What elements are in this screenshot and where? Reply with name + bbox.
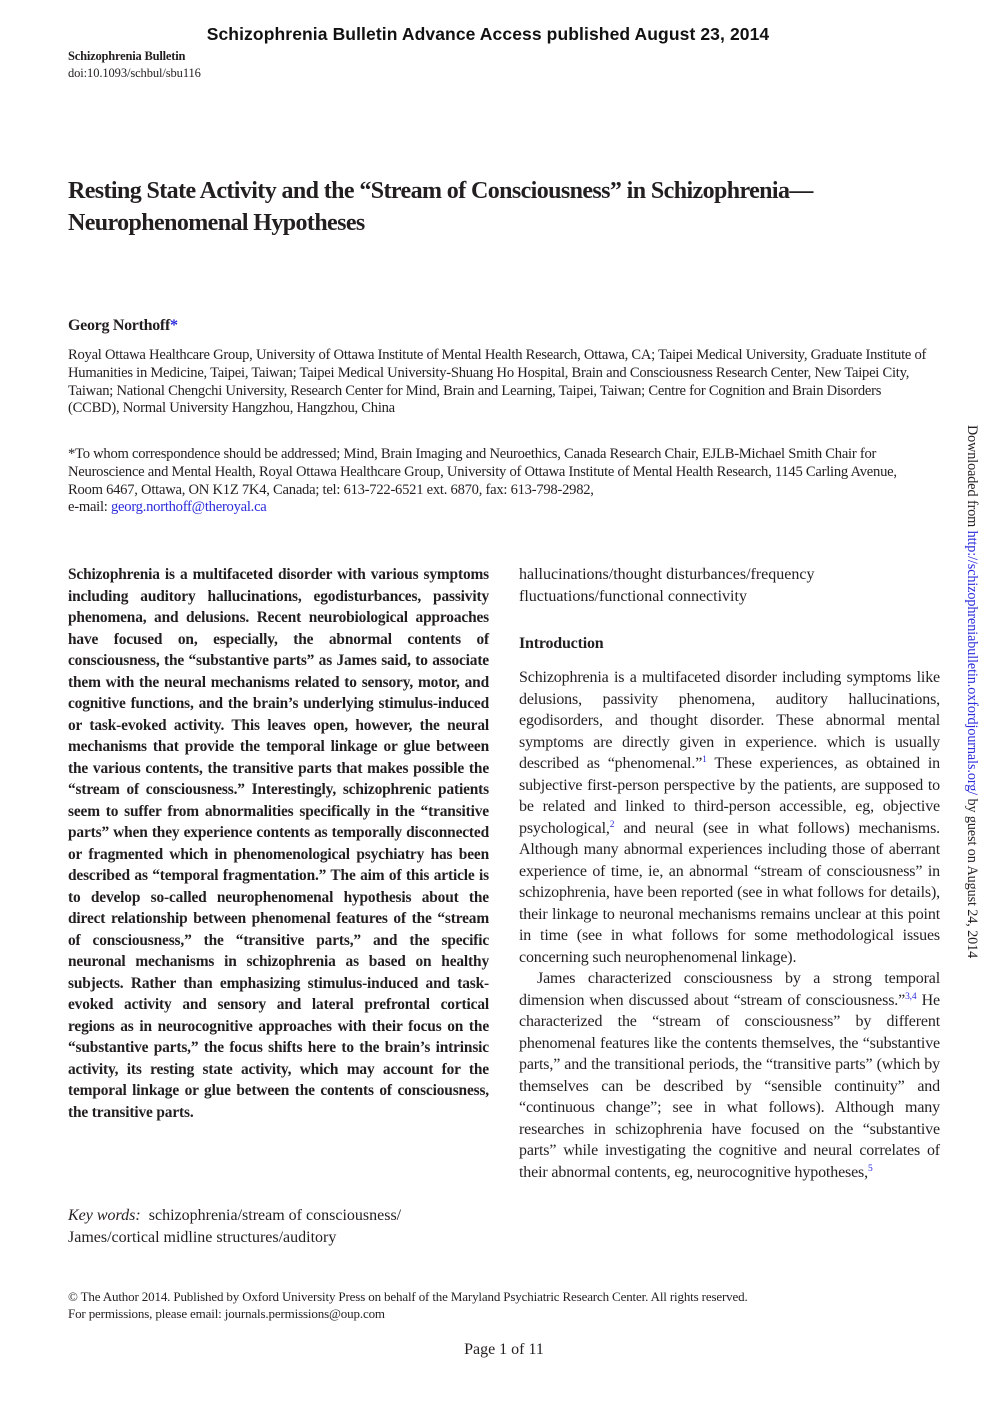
correspondence-text: *To whom correspondence should be addressed; Mind, Brain Imaging and Neuroethics, Canada Research Chair, EJLB-Michael Smith Chair for Neuroscience and Mental Health, Royal Ottawa Healthcare Group, University of Ottawa Institute of Mental Health Research, 1145 Carling Avenue, Room 6467, Ottawa, ON K1Z 7K4, Canada; tel: 613-722-6521 ext. 6870, fax: 613-798-2982, (68, 446, 897, 498)
reference-link[interactable]: 3,4 (905, 991, 917, 1002)
reference-link[interactable]: 5 (868, 1163, 873, 1174)
section-heading-introduction: Introduction (519, 635, 604, 652)
abstract: Schizophrenia is a multifaceted disorder with various symptoms including auditory hallucinations, egodisturbances, passivity phenomena, and delusions. Recent neurobiological approaches have focused on, especially, the abnormal contents of consciousness, the “substantive parts” as James said, to associate them with the neural mechanisms related to sensory, motor, and cognitive functions, and the brain’s underlying stimulus-induced or task-evoked activity. This leaves open, however, the neural mechanisms that provide the temporal linkage or glue between the various contents, the transitive parts that makes possible the “stream of consciousness.” Interestingly, schizophrenic patients seem to suffer from abnormalities specifically in the “transitive parts” when they experience contents as temporally disconnected or fragmented which in phenomenological psychiatry has been described as “temporal fragmentation.” The aim of this article is to develop so-called neurophenomenal hypothesis about the direct relationship between phenomenal features of the “stream of consciousness,” the “transitive parts,” and the specific neuronal mechanisms in schizophrenia as based on healthy subjects. Rather than emphasizing stimulus-induced and task-evoked activity and sensory and lateral prefrontal cortical regions as in neurocognitive approaches with their focus on the “substantive parts,” the focus shifts here to the brain’s intrinsic activity, its resting state activity, which may account for the temporal linkage or glue between the contents of consciousness, the transitive parts. (68, 566, 489, 1121)
affiliation: Royal Ottawa Healthcare Group, University of Ottawa Institute of Mental Health Research, Ottawa, CA; Taipei Medical University, Graduate Institute of Humanities in Medicine, Taipei, Taiwan; Taipei Medical University-Shuang Ho Hospital, Brain and Consciousness Research Center, New Taipei City, Taiwan; National Chengchi University, Research Center for Mind, Brain and Learning, Taipei, Taiwan; Centre for Cognition and Brain Disorders (CCBD), Normal University Hangzhou, Hangzhou, China (68, 347, 927, 417)
keywords (68, 1205, 489, 1248)
keywords-part1: schizophrenia/stream of consciousness/ James/cortical midline structures/auditory (68, 1207, 402, 1246)
correspondence-marker-link[interactable]: * (170, 317, 178, 334)
reference-link[interactable]: 1 (702, 755, 707, 765)
author (68, 317, 178, 335)
doi: doi:10.1093/schbul/sbu116 (68, 66, 201, 80)
keywords-label: Key words: (68, 1207, 141, 1224)
copyright-notice: © The Author 2014. Published by Oxford University Press on behalf of the Maryland Psychiatric Research Center. All rights reserved. For permissions, please email: journals.permissions@oup.com (68, 1289, 748, 1321)
correspondence (68, 446, 930, 517)
intro-paragraph-2: James characterized consciousness by a strong temporal dimension when discussed about “stream of consciousness.”$^{3,4}$ He characterized the “stream of consciousness” by different phenomenal features like the contents themselves, the “substantive parts,” and the transitional periods, the “transitive parts” (which by themselves can be described by “sensible continuity” and “continuous change”; see in what follows). Although many researches in schizophrenia have focused on the “substantive parts” while investigating the cognitive and neural correlates of their abnormal contents, eg, neurocognitive hypotheses,$^5$ (519, 970, 940, 1181)
download-watermark: Downloaded from http://schizophreniabulletin.oxfordjournals.org/ by guest on August 24, 2014 (964, 425, 980, 959)
journal-url-link[interactable]: http://schizophreniabulletin.oxfordjournals.org/ (964, 530, 980, 796)
keywords-continued: hallucinations/thought disturbances/frequency fluctuations/functional connectivity (519, 566, 815, 605)
reference-link[interactable]: 2 (609, 819, 615, 830)
introduction-body (519, 667, 940, 1183)
intro-paragraph-1: Schizophrenia is a multifaceted disorder including symptoms like delusions, passivity phenomena, auditory hallucinations, egodisorders, and thought disorder. These abnormal mental symptoms are directly given in experience. which is usually described as “phenomenal.”$^1$ These experiences, as obtained in subjective first-person perspective by the patients, are supposed to be related and linked to third-person accessible, eg, objective psychological,$^2$ and neural (see in what follows) mechanisms. Although many abnormal experiences including those of aberrant experience of time, ie, an abnormal “stream of consciousness” in schizophrenia, have been reported (see in what follows for details), their linkage to neuronal mechanisms remains unclear at this point in time (see in what follows for some methodological issues concerning such neurophenomenal linkage). (519, 669, 940, 966)
page-number: Page 1 of 11 (464, 1341, 544, 1358)
article-title: Resting State Activity and the “Stream of Consciousness” in Schizophrenia—Neurophenomenal Hypotheses (68, 178, 813, 236)
email-link[interactable]: georg.northoff@theroyal.ca (111, 499, 267, 516)
permissions-notice: For permissions, please email: journals.permissions@oup.com (68, 1305, 385, 1321)
journal-name: Schizophrenia Bulletin (68, 49, 186, 63)
email-label: e-mail: (68, 499, 108, 516)
author-name: Georg Northoff (68, 317, 170, 334)
advance-access-banner: Schizophrenia Bulletin Advance Access published August 23, 2014 (206, 24, 770, 44)
